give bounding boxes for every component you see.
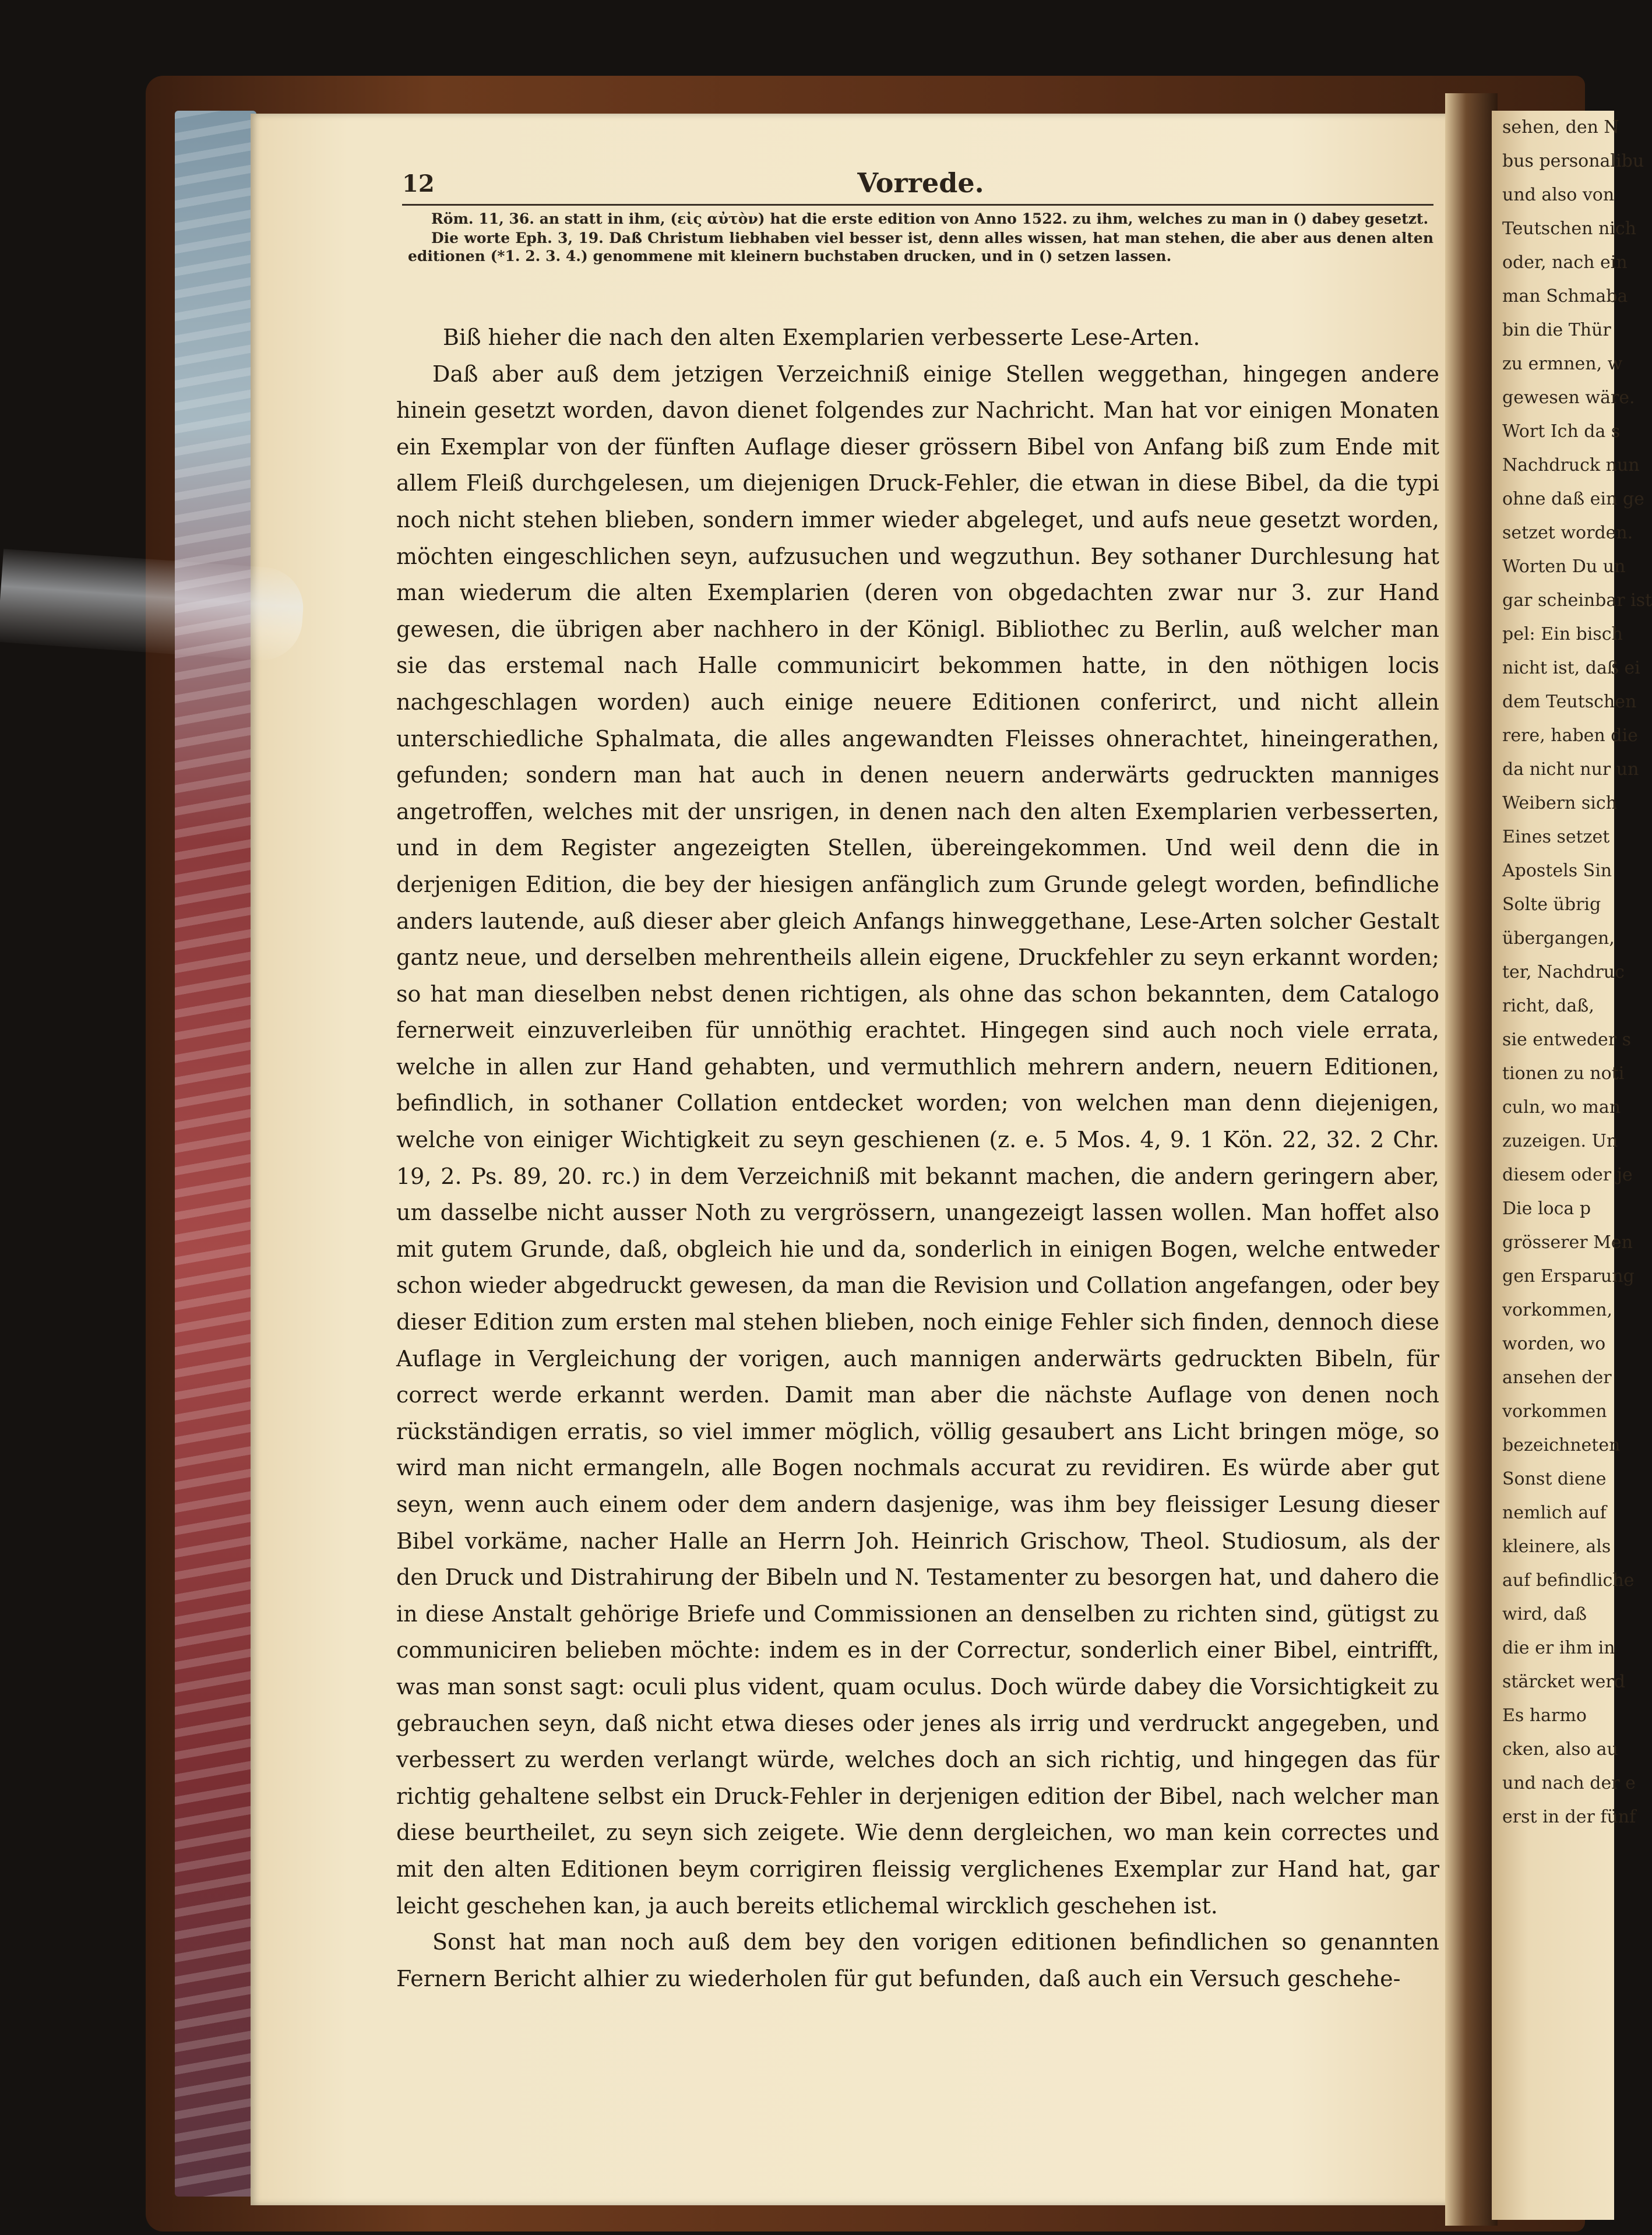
facing-page-line: und also von [1502, 185, 1615, 205]
facing-page-line: oder, nach ein [1502, 252, 1628, 273]
book-gutter [1445, 93, 1498, 2226]
facing-page-line: Eines setzet [1502, 827, 1610, 847]
facing-page-line: da nicht nur un [1502, 759, 1639, 780]
note-line: Die worte Eph. 3, 19. Daß Christum liebhaben viel besser ist, denn alles wissen, hat man stehen, die aber aus denen alten editionen (*1. 2. 3. 4.) genommene mit kleinern buchstaben drucken, und in () setzen lassen. [408, 230, 1433, 265]
facing-page-edge [1492, 111, 1652, 2220]
facing-page-line: sie entweder s [1502, 1030, 1632, 1050]
facing-page-line: Wort Ich da s [1502, 421, 1621, 442]
facing-page-line: Worten Du un [1502, 556, 1626, 577]
facing-page-line: Sonst diene [1502, 1469, 1607, 1489]
facing-page-line: übergangen, [1502, 928, 1615, 949]
facing-page-line: dem Teutschen [1502, 692, 1637, 712]
facing-page-line: sehen, den N [1502, 117, 1619, 138]
facing-page-line: und nach der e [1502, 1773, 1636, 1793]
facing-page-line: zuzeigen. Un [1502, 1131, 1618, 1151]
facing-page-line: grösserer Men [1502, 1232, 1633, 1253]
facing-page-line: Es harmo [1502, 1705, 1587, 1726]
facing-page-line: worden, wo [1502, 1334, 1606, 1354]
marbled-endpaper [175, 111, 256, 2197]
main-text [396, 319, 1439, 1997]
facing-page-line: nemlich auf [1502, 1503, 1607, 1523]
facing-page-line: gar scheinbar ist [1502, 590, 1652, 611]
facing-page-line: bin die Thür [1502, 320, 1611, 340]
facing-page-line: gewesen wäre. [1502, 387, 1635, 408]
paragraph: Biß hieher die nach den alten Exemplarien verbesserte Lese-Arten. [443, 325, 1200, 350]
facing-page-line: man Schmaba [1502, 286, 1628, 306]
paragraph: Sonst hat man noch auß dem bey den vorigen editionen befindlichen so genannten Fernern Bericht alhier zu wiederholen für gut befunden, daß auch ein Versuch geschehe- [396, 1929, 1439, 1991]
facing-page-line: Teutschen nich [1502, 218, 1636, 239]
header-rule [402, 204, 1433, 206]
page-number: 12 [402, 170, 435, 198]
paragraph: Daß aber auß dem jetzigen Verzeichniß einige Stellen weggethan, hingegen andere hinein gesetzt worden, davon dienet folgendes zur Nachricht. Man hat vor einigen Monaten ein Exemplar von der fünften Auflage dieser grössern Bibel von Anfang biß zum Ende mit allem Fleiß durchgelesen, um diejenigen Druck-Fehler, die etwan in diese Bibel, da die typi noch nicht stehen blieben, sondern immer wieder abgeleget, und aufs neue gesetzt worden, möchten eingeschlichen seyn, aufzusuchen und wegzuthun. Bey sothaner Durchlesung hat man wiederum die alten Exemplarien (deren von obgedachten zwar nur 3. zur Hand gewesen, die übrigen aber nachhero in der Königl. Bibliothec zu Berlin, auß welcher man sie das erstemal nach Halle communicirt bekommen hatte, in den nöthigen locis nachgeschlagen worden) auch einige neuere Editionen conferirct, und nicht allein unterschiedliche Sphalmata, die alles angewandten Fleisses ohnerachtet, hineingerathen, gefunden; sondern man hat auch in denen neuern anderwärts gedruckten manniges angetroffen, welches mit der unsrigen, in denen nach den alten Exemplarien verbesserten, und in dem Register angezeigten Stellen, übereingekommen. Und weil denn die in derjenigen Edition, die bey der hiesigen anfänglich zum Grunde gelegt worden, befindliche anders lautende, auß dieser aber gleich Anfangs hinweggethane, Lese-Arten solcher Gestalt gantz neue, und derselben mehrentheils allein eigene, Druckfehler zu seyn erkannt worden; so hat man dieselben nebst denen richtigen, als ohne das schon bekannten, dem Catalogo fernerweit einzuverleiben für unnöthig erachtet. Hingegen sind auch noch viele errata, welche in allen zur Hand gehabten, und vermuthlich mehrern andern, neuern Editionen, befindlich, in sothaner Collation entdecket worden; von welchen man denn diejenigen, welche von einiger Wichtigkeit zu seyn geschienen (z. e. 5 Mos. 4, 9. 1 Kön. 22, 32. 2 Chr. 19, 2. Ps. 89, 20. rc.) in dem Verzeichniß mit bekannt machen, die andern geringern aber, um dasselbe nicht ausser Noth zu vergrössern, unangezeigt lassen wollen. Man hoffet also mit gutem Grunde, daß, obgleich hie und da, sonderlich in einigen Bogen, welche entweder schon wieder abgedruckt gewesen, da man die Revision und Collation angefangen, oder bey dieser Edition zum ersten mal stehen blieben, noch einige Fehler sich finden, dennoch diese Auflage in Vergleichung der vorigen, auch mannigen anderwärts gedruckten Bibeln, für correct werde erkannt werden. Damit man aber die nächste Auflage von denen noch rückständigen erratis, so viel immer möglich, völlig gesaubert ans Licht bringen möge, so wird man nicht ermangeln, alle Bogen nochmals accurat zu revidiren. Es würde aber gut seyn, wenn auch einem oder dem andern dasjenige, was ihm bey fleissiger Lesung dieser Bibel vorkäme, nacher Halle an Herrn Joh. Heinrich Grischow, Theol. Studiosum, als der den Druck und Distrahirung der Bibeln und N. Testamenter zu besorgen hat, und dahero die in diese Anstalt gehörige Briefe und Commissionen an denselben zu richten sind, gütigst zu communiciren belieben möchte: indem es in der Correctur, sonderlich einer Bibel, eintrifft, was man sonst sagt: oculi plus vident, quam oculus. Doch würde dabey die Vorsichtigkeit zu gebrauchen seyn, daß nicht etwa dieses oder jenes als irrig und verdruckt angegeben, und verbessert zu werden verlangt würde, welches doch an sich richtig, und hingegen das für richtig gehaltene selbst ein Druck-Fehler in derjenigen edition der Bibel, nach welcher man diese beurtheilet, zu seyn sich zeigete. Wie denn dergleichen, wo man kein correctes und mit den alten Editionen beym corrigiren fleissig verglichenes Exemplar zur Hand hat, gar leicht geschehen kan, ja auch bereits etlichemal wircklich geschehen ist. [396, 361, 1439, 1919]
facing-page-line: auf befindliche [1502, 1570, 1635, 1591]
facing-page-line: setzet worden. [1502, 523, 1633, 543]
facing-page-line: diesem oder je [1502, 1165, 1633, 1185]
facing-page-line: ohne daß ein ge [1502, 489, 1644, 509]
facing-page-line: wird, daß [1502, 1604, 1587, 1624]
facing-page-line: Nachdruck nun [1502, 455, 1640, 475]
facing-page-line: Solte übrig [1502, 894, 1601, 915]
facing-page-line: pel: Ein bisch [1502, 624, 1623, 644]
facing-page-line: ansehen der [1502, 1367, 1612, 1388]
facing-page-line: erst in der fünf [1502, 1807, 1636, 1827]
facing-page-line: richt, daß, [1502, 996, 1594, 1016]
facing-page-line: nicht ist, daß ei [1502, 658, 1640, 678]
facing-page-line: tionen zu noti [1502, 1063, 1625, 1084]
facing-page-line: vorkommen [1502, 1401, 1607, 1422]
facing-page-line: ter, Nachdruc [1502, 962, 1625, 982]
footnote-block [408, 210, 1433, 266]
facing-page-line: zu ermnen, w [1502, 354, 1623, 374]
note-line: Röm. 11, 36. an statt in ihm, (εἰς αὐτὸν) hat die erste edition von Anno 1522. zu ihm, welches zu man in () dabey gesetzt. [431, 210, 1429, 227]
facing-page-line: bus personalibu [1502, 151, 1644, 171]
facing-page-line: cken, also au [1502, 1739, 1618, 1760]
facing-page-line: Apostels Sin [1502, 861, 1612, 881]
facing-page-line: kleinere, als [1502, 1536, 1611, 1557]
facing-page-line: vorkommen, [1502, 1300, 1613, 1320]
facing-page-line: rere, haben die [1502, 725, 1638, 746]
facing-page-line: stärcket werd [1502, 1672, 1625, 1692]
facing-page-line: Weibern sich [1502, 793, 1618, 813]
facing-page-line: bezeichneten [1502, 1435, 1621, 1455]
facing-page-line: die er ihm in [1502, 1638, 1615, 1658]
facing-page-line: culn, wo man [1502, 1097, 1621, 1118]
facing-page-line: gen Ersparung [1502, 1266, 1635, 1286]
facing-page-line: Die loca p [1502, 1198, 1591, 1219]
running-head: Vorrede. [857, 167, 984, 199]
